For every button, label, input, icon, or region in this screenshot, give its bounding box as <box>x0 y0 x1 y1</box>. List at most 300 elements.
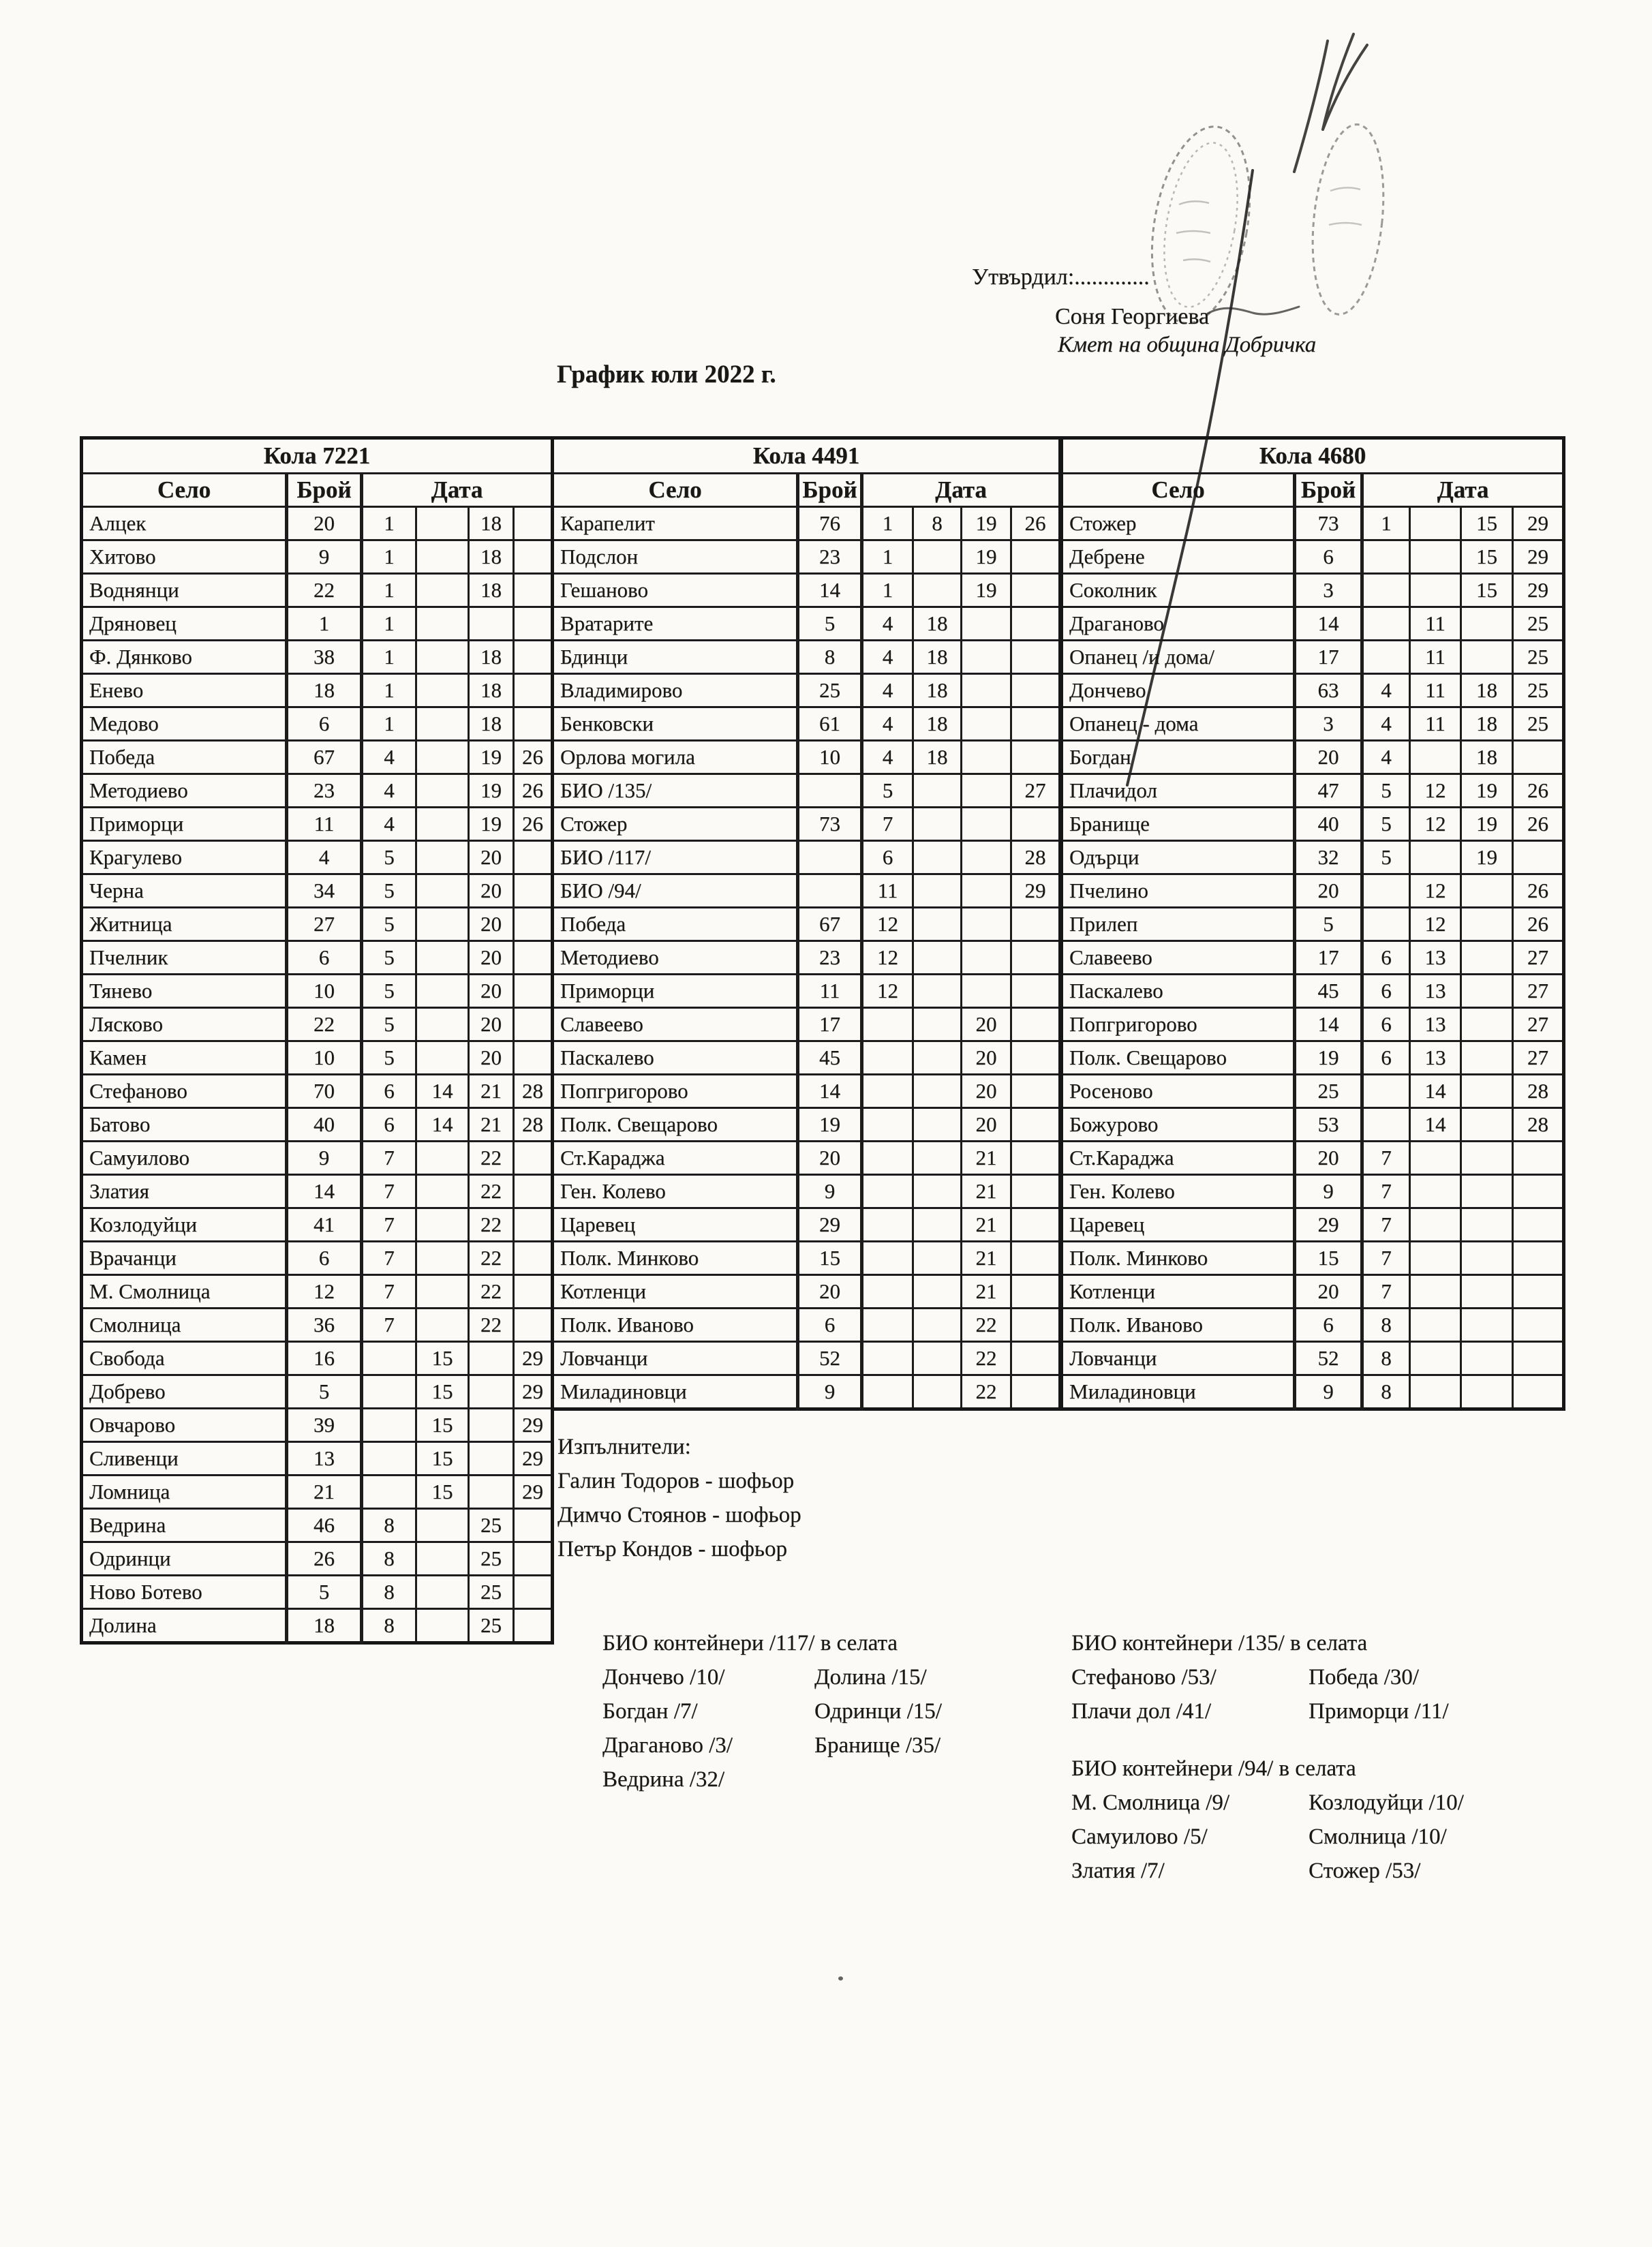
village-cell: Пчелино <box>1062 874 1295 908</box>
table-row <box>1062 1041 1564 1075</box>
village-cell: Владимирово <box>553 674 798 707</box>
count-cell: 1 <box>287 607 362 641</box>
count-cell: 6 <box>287 707 362 741</box>
village-cell: Полк. Свещарово <box>553 1108 798 1142</box>
bio-village-item: Дончево /10/ <box>602 1665 725 1690</box>
village-cell: Полк. Иваново <box>1062 1309 1295 1342</box>
village-cell: Ведрина <box>82 1509 287 1542</box>
date-cell: 12 <box>862 908 913 941</box>
date-cell <box>1362 874 1410 908</box>
count-cell: 52 <box>798 1342 862 1375</box>
village-cell: Стожер <box>1062 507 1295 540</box>
date-cell: 20 <box>469 874 514 908</box>
table-row <box>82 1542 553 1576</box>
date-cell <box>1362 1075 1410 1108</box>
date-cell: 27 <box>1513 975 1564 1008</box>
date-cell: 5 <box>1362 774 1410 808</box>
village-cell: Приморци <box>553 975 798 1008</box>
date-cell <box>416 1576 469 1609</box>
date-cell: 4 <box>862 707 913 741</box>
date-cell <box>416 1309 469 1342</box>
village-cell: Алцек <box>82 507 287 540</box>
date-cell: 18 <box>469 540 514 574</box>
count-cell: 10 <box>287 1041 362 1075</box>
village-cell: Батово <box>82 1108 287 1142</box>
table-row <box>553 1142 1060 1175</box>
date-cell: 28 <box>514 1108 553 1142</box>
date-cell: 25 <box>469 1509 514 1542</box>
village-cell: Победа <box>553 908 798 941</box>
schedule-table-kola-4680 <box>1060 436 1565 1411</box>
bio-village-item: Приморци /11/ <box>1309 1699 1449 1724</box>
village-cell: Овчарово <box>82 1409 287 1442</box>
date-cell <box>514 1242 553 1275</box>
date-cell <box>862 1075 913 1108</box>
bio-column-1 <box>602 1660 814 1797</box>
date-cell: 20 <box>469 975 514 1008</box>
date-cell <box>913 774 962 808</box>
table-row <box>553 707 1060 741</box>
date-cell <box>1011 641 1060 674</box>
count-cell: 9 <box>287 540 362 574</box>
village-cell: Методиево <box>82 774 287 808</box>
date-cell: 5 <box>362 975 416 1008</box>
date-cell: 15 <box>1461 574 1513 607</box>
bio-village-item: Златия /7/ <box>1071 1859 1165 1883</box>
table-row <box>82 908 553 941</box>
village-cell: Царевец <box>1062 1208 1295 1242</box>
count-cell: 40 <box>287 1108 362 1142</box>
date-cell <box>514 841 553 874</box>
date-cell <box>514 574 553 607</box>
date-cell: 4 <box>1362 707 1410 741</box>
date-cell <box>1461 1208 1513 1242</box>
date-cell: 29 <box>514 1375 553 1409</box>
date-cell: 4 <box>362 774 416 808</box>
count-cell: 15 <box>1295 1242 1362 1275</box>
date-cell <box>514 1275 553 1309</box>
table-row <box>553 874 1060 908</box>
table-row <box>82 774 553 808</box>
date-cell: 21 <box>469 1075 514 1108</box>
table-body <box>82 507 553 1643</box>
village-cell: Царевец <box>553 1208 798 1242</box>
date-cell <box>416 1142 469 1175</box>
count-cell: 12 <box>287 1275 362 1309</box>
car-title: Кола 4491 <box>553 438 1060 474</box>
car-title: Кола 7221 <box>82 438 553 474</box>
date-cell <box>1513 1342 1564 1375</box>
date-cell: 27 <box>1011 774 1060 808</box>
village-cell: Дряновец <box>82 607 287 641</box>
date-cell: 7 <box>362 1208 416 1242</box>
date-cell: 11 <box>1410 674 1461 707</box>
count-cell: 9 <box>798 1375 862 1409</box>
bio-section-117 <box>602 1626 942 1797</box>
date-cell: 15 <box>416 1476 469 1509</box>
date-cell <box>862 1375 913 1409</box>
date-cell <box>962 607 1011 641</box>
date-cell <box>1513 1309 1564 1342</box>
date-cell <box>962 908 1011 941</box>
date-cell <box>913 1208 962 1242</box>
date-cell: 18 <box>469 707 514 741</box>
date-cell: 19 <box>469 741 514 774</box>
table-row <box>1062 607 1564 641</box>
count-cell: 18 <box>287 1609 362 1643</box>
date-cell <box>416 1242 469 1275</box>
village-cell: Крагулево <box>82 841 287 874</box>
date-cell <box>913 1309 962 1342</box>
date-cell: 15 <box>416 1442 469 1476</box>
date-cell: 1 <box>362 707 416 741</box>
date-cell <box>416 741 469 774</box>
village-cell: Златия <box>82 1175 287 1208</box>
date-cell <box>1011 808 1060 841</box>
date-cell: 21 <box>962 1275 1011 1309</box>
count-cell: 10 <box>798 741 862 774</box>
count-cell: 9 <box>1295 1375 1362 1409</box>
date-cell: 19 <box>469 808 514 841</box>
count-cell: 23 <box>798 941 862 975</box>
date-cell: 15 <box>1461 507 1513 540</box>
village-cell: Ловчанци <box>1062 1342 1295 1375</box>
table-row <box>553 741 1060 774</box>
date-cell: 1 <box>862 507 913 540</box>
date-cell <box>416 674 469 707</box>
table-row <box>1062 674 1564 707</box>
village-cell: Ст.Караджа <box>553 1142 798 1175</box>
date-cell: 21 <box>962 1242 1011 1275</box>
count-cell: 29 <box>1295 1208 1362 1242</box>
date-cell <box>1410 1242 1461 1275</box>
count-cell: 26 <box>287 1542 362 1576</box>
date-cell: 12 <box>862 941 913 975</box>
count-cell: 41 <box>287 1208 362 1242</box>
count-cell: 22 <box>287 1008 362 1041</box>
bio-village-item: Стефаново /53/ <box>1071 1665 1217 1690</box>
date-cell: 22 <box>469 1175 514 1208</box>
bio-village-item: Одринци /15/ <box>814 1699 942 1724</box>
village-cell: Врачанци <box>82 1242 287 1275</box>
bio-column-2 <box>814 1660 942 1762</box>
count-cell: 18 <box>287 674 362 707</box>
date-cell <box>1011 1075 1060 1108</box>
date-cell: 1 <box>362 507 416 540</box>
date-cell: 18 <box>469 574 514 607</box>
date-cell: 7 <box>1362 1142 1410 1175</box>
date-cell: 13 <box>1410 975 1461 1008</box>
table-row <box>82 574 553 607</box>
approver-role: Кмет на община Добричка <box>1058 333 1317 357</box>
table-row <box>1062 1175 1564 1208</box>
count-cell: 20 <box>798 1142 862 1175</box>
date-cell: 26 <box>514 808 553 841</box>
table-row <box>553 841 1060 874</box>
date-cell <box>416 1275 469 1309</box>
page-title: График юли 2022 г. <box>557 361 776 388</box>
table-row <box>82 1208 553 1242</box>
date-cell: 1 <box>362 574 416 607</box>
date-cell: 19 <box>962 507 1011 540</box>
date-cell <box>1410 1309 1461 1342</box>
table-row <box>1062 975 1564 1008</box>
date-cell <box>416 1175 469 1208</box>
count-cell: 70 <box>287 1075 362 1108</box>
bio-section-135 <box>1071 1626 1449 1728</box>
table-row <box>553 941 1060 975</box>
date-cell: 7 <box>362 1309 416 1342</box>
village-cell: Камен <box>82 1041 287 1075</box>
date-cell <box>514 908 553 941</box>
date-cell: 7 <box>1362 1208 1410 1242</box>
date-cell <box>416 1609 469 1643</box>
date-cell: 8 <box>913 507 962 540</box>
table-row <box>553 774 1060 808</box>
date-cell <box>514 674 553 707</box>
village-cell: Самуилово <box>82 1142 287 1175</box>
date-cell <box>362 1409 416 1442</box>
date-cell <box>416 941 469 975</box>
table-row <box>1062 1108 1564 1142</box>
table-row <box>82 741 553 774</box>
table-row <box>1062 1008 1564 1041</box>
table-row <box>553 1309 1060 1342</box>
table-row <box>82 1409 553 1442</box>
village-cell: Миладиновци <box>1062 1375 1295 1409</box>
count-cell: 20 <box>1295 1275 1362 1309</box>
date-cell: 20 <box>962 1041 1011 1075</box>
date-cell: 14 <box>416 1108 469 1142</box>
date-cell <box>1461 607 1513 641</box>
village-cell: Дебрене <box>1062 540 1295 574</box>
date-cell <box>962 674 1011 707</box>
date-cell <box>913 1041 962 1075</box>
date-cell <box>1011 607 1060 641</box>
date-cell: 29 <box>1513 507 1564 540</box>
table-row <box>553 1242 1060 1275</box>
village-cell: Свобода <box>82 1342 287 1375</box>
village-cell: Божурово <box>1062 1108 1295 1142</box>
table-row <box>1062 507 1564 540</box>
date-cell: 5 <box>362 1008 416 1041</box>
date-cell: 25 <box>1513 641 1564 674</box>
date-cell <box>469 1442 514 1476</box>
date-cell: 29 <box>1513 540 1564 574</box>
date-cell <box>1513 1242 1564 1275</box>
table-row <box>553 1008 1060 1041</box>
date-cell: 20 <box>469 1008 514 1041</box>
date-cell: 6 <box>1362 975 1410 1008</box>
table-row <box>1062 574 1564 607</box>
date-cell: 1 <box>862 574 913 607</box>
bio-village-item: Самуилово /5/ <box>1071 1824 1208 1849</box>
date-cell <box>913 975 962 1008</box>
date-cell <box>1461 1275 1513 1309</box>
count-cell: 45 <box>798 1041 862 1075</box>
count-cell: 14 <box>1295 607 1362 641</box>
date-cell <box>962 808 1011 841</box>
date-cell: 8 <box>362 1576 416 1609</box>
village-cell: Ловчанци <box>553 1342 798 1375</box>
date-cell: 18 <box>913 741 962 774</box>
date-cell <box>514 507 553 540</box>
car-title-row <box>1062 438 1564 474</box>
count-cell: 16 <box>287 1342 362 1375</box>
village-cell: Бранище <box>1062 808 1295 841</box>
date-cell: 7 <box>1362 1242 1410 1275</box>
col-header-date: Дата <box>862 474 1060 507</box>
date-cell <box>1011 707 1060 741</box>
date-cell: 21 <box>469 1108 514 1142</box>
date-cell <box>469 1342 514 1375</box>
date-cell <box>1011 540 1060 574</box>
date-cell <box>962 941 1011 975</box>
date-cell <box>514 1041 553 1075</box>
date-cell: 22 <box>469 1309 514 1342</box>
round-stamp-icon <box>1138 119 1264 331</box>
count-cell: 19 <box>798 1108 862 1142</box>
col-header-count: Брой <box>1295 474 1362 507</box>
date-cell: 11 <box>1410 641 1461 674</box>
date-cell: 4 <box>862 741 913 774</box>
car-title-row <box>553 438 1060 474</box>
count-cell: 73 <box>1295 507 1362 540</box>
date-cell: 13 <box>1410 1041 1461 1075</box>
date-cell: 18 <box>469 641 514 674</box>
date-cell <box>913 1342 962 1375</box>
table-row <box>553 1275 1060 1309</box>
table-row <box>82 507 553 540</box>
table-row <box>82 1375 553 1409</box>
col-header-village: Село <box>553 474 798 507</box>
date-cell: 7 <box>362 1142 416 1175</box>
count-cell: 6 <box>287 941 362 975</box>
date-cell <box>1011 1175 1060 1208</box>
date-cell: 18 <box>913 674 962 707</box>
date-cell: 26 <box>1513 774 1564 808</box>
date-cell <box>416 507 469 540</box>
village-cell: Бенковски <box>553 707 798 741</box>
date-cell: 21 <box>962 1142 1011 1175</box>
date-cell <box>416 975 469 1008</box>
count-cell: 5 <box>287 1375 362 1409</box>
table-row <box>553 507 1060 540</box>
table-row <box>553 808 1060 841</box>
village-cell: Ф. Дянково <box>82 641 287 674</box>
date-cell: 13 <box>1410 1008 1461 1041</box>
date-cell: 6 <box>362 1108 416 1142</box>
executors-title: Изпълнители: <box>557 1435 691 1459</box>
bio-village-item: Богдан /7/ <box>602 1699 698 1724</box>
date-cell <box>416 641 469 674</box>
table-row <box>553 607 1060 641</box>
column-header-row <box>553 474 1060 507</box>
date-cell: 20 <box>469 941 514 975</box>
count-cell: 53 <box>1295 1108 1362 1142</box>
date-cell: 11 <box>1410 607 1461 641</box>
date-cell: 26 <box>1011 507 1060 540</box>
date-cell: 8 <box>1362 1309 1410 1342</box>
date-cell: 13 <box>1410 941 1461 975</box>
date-cell <box>1410 741 1461 774</box>
village-cell: Полк. Иваново <box>553 1309 798 1342</box>
date-cell <box>1410 507 1461 540</box>
date-cell: 29 <box>514 1476 553 1509</box>
village-cell: Смолница <box>82 1309 287 1342</box>
count-cell: 25 <box>1295 1075 1362 1108</box>
count-cell: 36 <box>287 1309 362 1342</box>
date-cell <box>362 1442 416 1476</box>
date-cell: 18 <box>469 507 514 540</box>
date-cell <box>962 707 1011 741</box>
date-cell <box>1410 1342 1461 1375</box>
date-cell <box>416 540 469 574</box>
date-cell <box>514 874 553 908</box>
date-cell: 25 <box>469 1609 514 1643</box>
table-row <box>82 540 553 574</box>
table-row <box>82 1008 553 1041</box>
table-row <box>553 908 1060 941</box>
date-cell: 5 <box>862 774 913 808</box>
date-cell <box>1461 641 1513 674</box>
table-row <box>553 1208 1060 1242</box>
date-cell: 28 <box>1513 1108 1564 1142</box>
count-cell: 61 <box>798 707 862 741</box>
count-cell: 76 <box>798 507 862 540</box>
date-cell <box>416 808 469 841</box>
table-row <box>1062 941 1564 975</box>
col-header-count: Брой <box>798 474 862 507</box>
table-row <box>82 1576 553 1609</box>
village-cell: Попгригорово <box>1062 1008 1295 1041</box>
date-cell: 19 <box>1461 808 1513 841</box>
table-row <box>553 674 1060 707</box>
date-cell <box>514 607 553 641</box>
date-cell <box>913 1375 962 1409</box>
village-cell: Одърци <box>1062 841 1295 874</box>
date-cell <box>416 1008 469 1041</box>
date-cell <box>1513 1175 1564 1208</box>
date-cell <box>862 1242 913 1275</box>
count-cell: 46 <box>287 1509 362 1542</box>
date-cell: 4 <box>1362 674 1410 707</box>
count-cell: 32 <box>1295 841 1362 874</box>
date-cell <box>1362 574 1410 607</box>
bio-village-item: Смолница /10/ <box>1309 1824 1447 1849</box>
count-cell: 3 <box>1295 707 1362 741</box>
date-cell: 27 <box>1513 1041 1564 1075</box>
bio-column-2 <box>1309 1660 1449 1728</box>
village-cell: Тянево <box>82 975 287 1008</box>
date-cell <box>1011 1309 1060 1342</box>
date-cell <box>1513 1275 1564 1309</box>
village-cell: БИО /117/ <box>553 841 798 874</box>
bio-section-94 <box>1071 1752 1464 1888</box>
car-title: Кола 4680 <box>1062 438 1564 474</box>
village-cell: Орлова могила <box>553 741 798 774</box>
table-row <box>82 707 553 741</box>
count-cell: 19 <box>1295 1041 1362 1075</box>
date-cell: 4 <box>862 607 913 641</box>
village-cell: Опанец /и дома/ <box>1062 641 1295 674</box>
table-row <box>82 674 553 707</box>
count-cell: 15 <box>798 1242 862 1275</box>
date-cell: 28 <box>1011 841 1060 874</box>
date-cell: 25 <box>1513 707 1564 741</box>
bio-village-item: Стожер /53/ <box>1309 1859 1421 1883</box>
village-cell: Стожер <box>553 808 798 841</box>
